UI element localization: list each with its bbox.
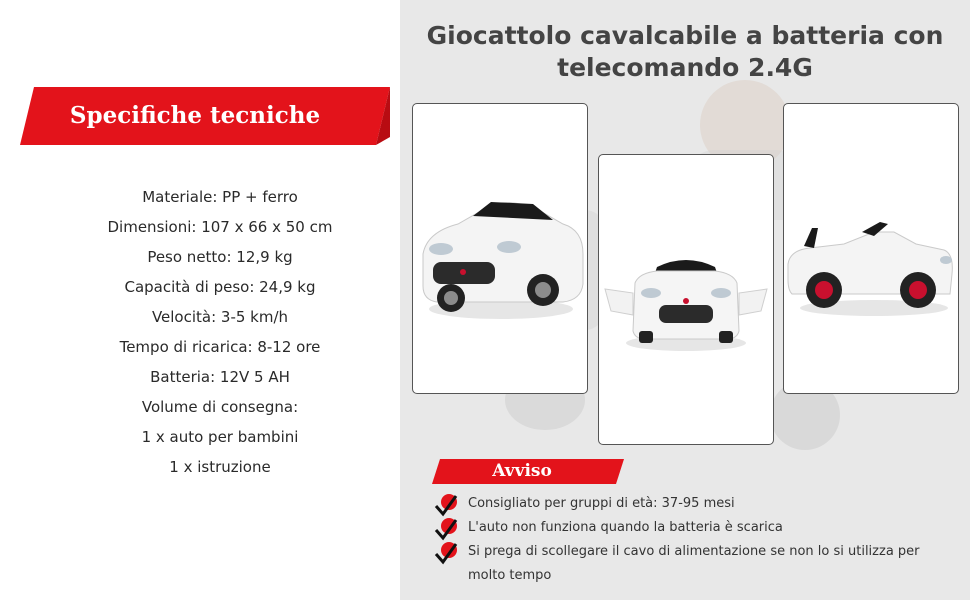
spec-item: Volume di consegna: [141,398,299,416]
spec-item: 1 x auto per bambini [141,428,299,446]
spec-item: Tempo di ricarica: 8-12 ore [119,338,321,356]
headline: Giocattolo cavalcabile a batteria con telecomando 2.4G [426,21,944,82]
specs-title-banner [20,87,390,145]
check-icon [434,540,460,566]
check-icon [434,492,460,518]
warning-text: Si prega di scollegare il cavo di alimentazione se non lo si utilizza per molto tempo [468,544,920,583]
warning-title-banner [432,459,624,484]
spec-item: Velocità: 3-5 km/h [151,308,289,326]
spec-item: Batteria: 12V 5 AH [150,368,290,386]
car-front-angle-illustration [413,104,587,393]
warning-text: Consigliato per gruppi di età: 37-95 mesi [468,496,735,511]
specs-title: Specifiche tecniche [69,102,321,129]
car-doors-open-illustration [599,155,773,444]
warning-text: L'auto non funziona quando la batteria è scarica [468,520,783,535]
specs-panel [0,0,400,600]
warning-title: Avviso [492,461,552,481]
car-photo-side [783,103,959,394]
specs-list [55,182,385,482]
car-photo-doors-open [598,154,774,445]
spec-item: 1 x istruzione [169,458,271,476]
car-photo-front-angle [412,103,588,394]
spec-item: Dimensioni: 107 x 66 x 50 cm [107,218,333,236]
spec-item: Materiale: PP + ferro [142,188,298,206]
spec-item: Capacità di peso: 24,9 kg [124,278,316,296]
check-icon [434,516,460,542]
spec-item: Peso netto: 12,9 kg [147,248,293,266]
car-side-illustration [784,104,958,393]
